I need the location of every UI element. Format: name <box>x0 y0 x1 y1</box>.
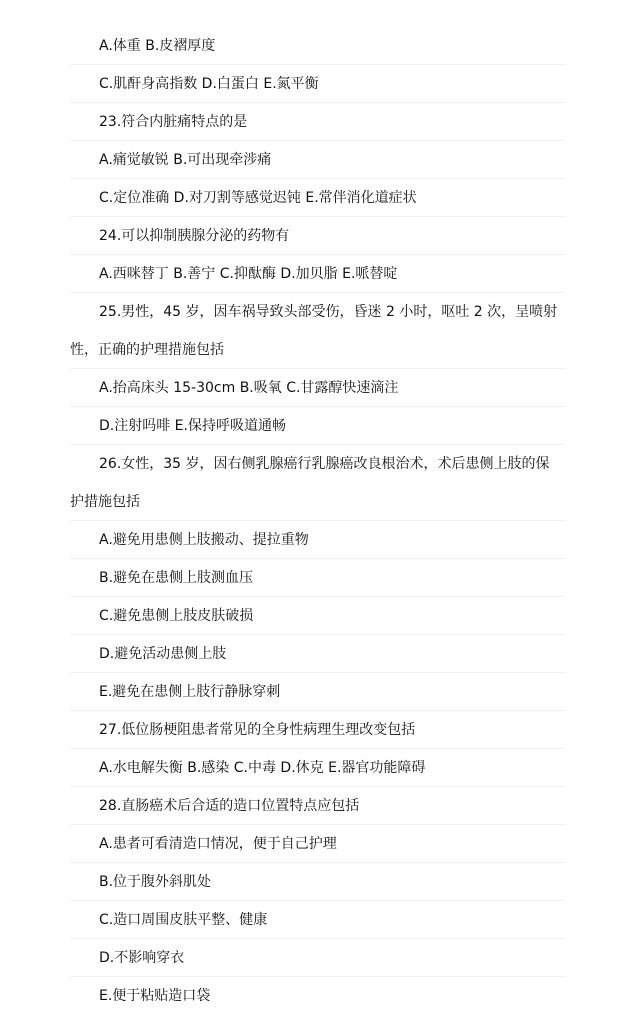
option-text: D.避免活动患侧上肢 <box>99 646 227 662</box>
question-text: 28.直肠癌术后合适的造口位置特点应包括 <box>99 798 360 814</box>
option-line <box>0 901 630 939</box>
question-text: 26.女性，35 岁，因右侧乳腺癌行乳腺癌改良根治术，术后患侧上肢的保 <box>99 456 550 472</box>
question-text: 27.低位肠梗阻患者常见的全身性病理生理改变包括 <box>99 722 416 738</box>
option-text: B.避免在患侧上肢测血压 <box>99 570 254 586</box>
option-text: C.避免患侧上肢皮肤破损 <box>99 608 254 624</box>
option-line <box>0 141 630 179</box>
option-text: A.患者可看清造口情况，便于自己护理 <box>99 836 337 852</box>
option-text: A.西咪替丁 B.善宁 C.抑酞酶 D.加贝脂 E.哌替啶 <box>99 266 398 282</box>
question-text: 25.男性，45 岁，因车祸导致头部受伤，昏迷 2 小时，呕吐 2 次，呈喷射 <box>99 304 558 320</box>
question-line <box>0 103 630 141</box>
option-line <box>0 27 630 65</box>
option-text: D.不影响穿衣 <box>99 950 185 966</box>
option-text: A.痛觉敏锐 B.可出现牵涉痛 <box>99 152 272 168</box>
option-text: B.位于腹外斜肌处 <box>99 874 212 890</box>
question-text: 性，正确的护理措施包括 <box>70 342 224 358</box>
question-line <box>0 217 630 255</box>
question-line <box>0 787 630 825</box>
question-line <box>0 445 630 483</box>
question-text: 24.可以抑制胰腺分泌的药物有 <box>99 228 290 244</box>
question-line-continued <box>0 331 630 369</box>
option-text: C.定位准确 D.对刀割等感觉迟钝 E.常伴消化道症状 <box>99 190 417 206</box>
option-text: A.体重 B.皮褶厚度 <box>99 38 216 54</box>
option-text: A.水电解失衡 B.感染 C.中毒 D.休克 E.器官功能障碍 <box>99 760 426 776</box>
option-line <box>0 255 630 293</box>
question-line <box>0 711 630 749</box>
option-text: E.避免在患侧上肢行静脉穿刺 <box>99 684 281 700</box>
option-text: C.造口周围皮肤平整、健康 <box>99 912 268 928</box>
option-line <box>0 863 630 901</box>
option-text: D.注射吗啡 E.保持呼吸道通畅 <box>99 418 286 434</box>
option-line <box>0 597 630 635</box>
option-line <box>0 521 630 559</box>
option-line <box>0 825 630 863</box>
option-line <box>0 673 630 711</box>
option-line <box>0 635 630 673</box>
option-line <box>0 559 630 597</box>
option-line <box>0 977 630 1015</box>
question-line <box>0 293 630 331</box>
question-text: 23.符合内脏痛特点的是 <box>99 114 248 130</box>
option-line <box>0 179 630 217</box>
option-line <box>0 407 630 445</box>
option-text: C.肌酐身高指数 D.白蛋白 E.氮平衡 <box>99 76 319 92</box>
option-line <box>0 939 630 977</box>
option-line <box>0 749 630 787</box>
option-text: E.便于粘贴造口袋 <box>99 988 211 1004</box>
question-line-continued <box>0 483 630 521</box>
option-text: A.避免用患侧上肢搬动、提拉重物 <box>99 532 309 548</box>
option-line <box>0 369 630 407</box>
option-text: A.抬高床头 15-30cm B.吸氧 C.甘露醇快速滴注 <box>99 380 399 396</box>
option-line <box>0 65 630 103</box>
question-text: 护措施包括 <box>70 494 140 510</box>
